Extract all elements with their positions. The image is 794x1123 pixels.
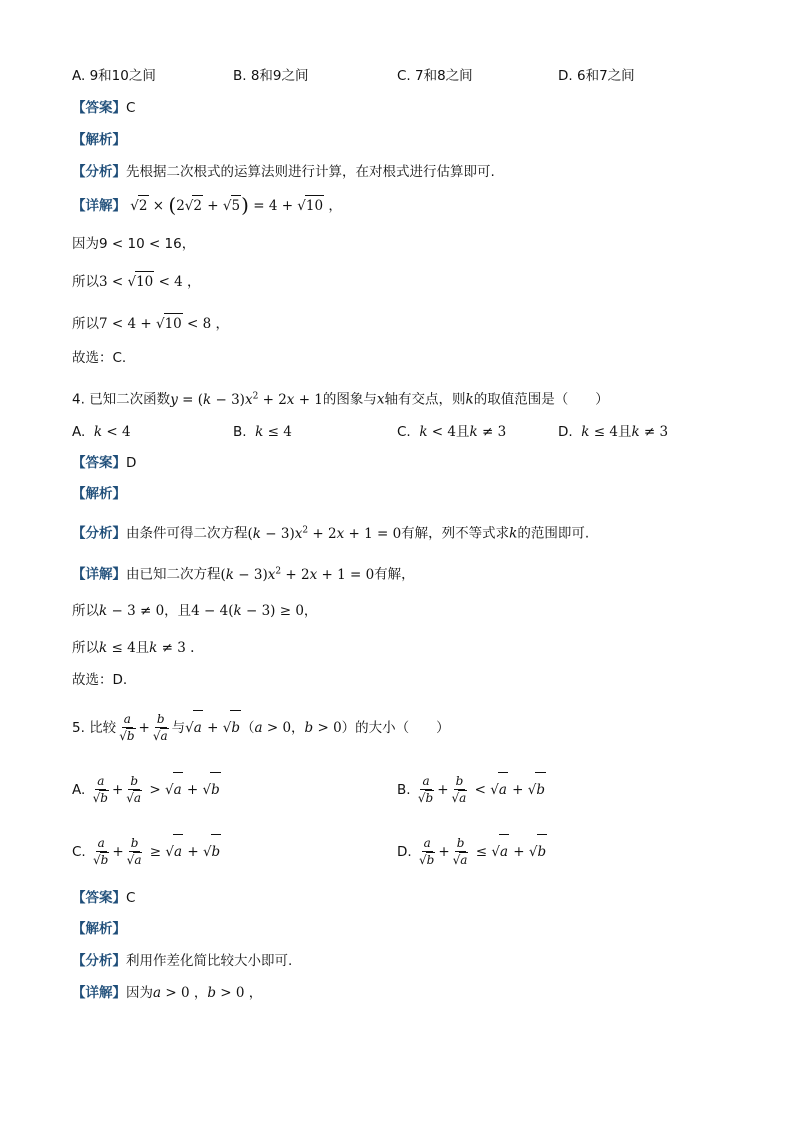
q5-detail-line: 【详解】因为a > 0 ，b > 0 ， xyxy=(72,985,263,1001)
analysis-tag: 【解析】 xyxy=(72,486,126,502)
fenxi-tag: 【分析】 xyxy=(72,164,126,180)
answer-tag: 【答案】 xyxy=(72,890,126,906)
q3-fenxi-line xyxy=(72,162,495,182)
q3-fenxi-text: 先根据二次根式的运算法则进行计算，在对根式进行估算即可. xyxy=(126,164,495,180)
q4-detail-line: 【详解】由已知二次方程$(k - 3)x^2 + 2x + 1 = 0$有解， xyxy=(72,566,415,583)
q3-step3: 所以7 < 4 + √10 < 8 ， xyxy=(72,313,229,334)
q4-option-d: D. k ≤ 4且k ≠ 3 xyxy=(558,424,669,440)
q4-answer: D xyxy=(126,455,137,471)
q4-stem: 4. 已知二次函数$y = (k - 3)x^2 + 2x + 1$的图象与x轴有交点，则k的取值范围是（ ） xyxy=(72,391,609,408)
q5-option-b: B. $\frac{a}{√b}$ + $\frac{b}{√a}$ < √a + √b xyxy=(397,774,546,805)
q4-step3: 所以k ≤ 4且k ≠ 3 . xyxy=(72,640,195,656)
q4-option-a: A. k < 4 xyxy=(72,424,131,440)
q5-number: 5. xyxy=(72,720,85,736)
q4-step2: 所以k − 3 ≠ 0，且4 − 4(k − 3) ≥ 0， xyxy=(72,603,318,619)
q5-option-c: C. $\frac{a}{√b}$ + $\frac{b}{√a}$ ≥ √a + √b xyxy=(72,836,221,867)
analysis-tag: 【解析】 xyxy=(72,921,126,937)
q4-conclusion: 故选：D. xyxy=(72,672,128,688)
q5-option-a: A. $\frac{a}{√b}$ + $\frac{b}{√a}$ > √a + √b xyxy=(72,774,220,805)
q3-analysis-line xyxy=(72,130,126,150)
q3-option-a: A. 9和10之间 xyxy=(72,68,156,84)
q4-option-c: C. k < 4且k ≠ 3 xyxy=(397,424,507,440)
answer-tag: 【答案】 xyxy=(72,100,126,116)
q5-stem: 5. 比较 $\frac{a}{√b}$ + $\frac{b}{√a}$ 与√a + √b（a > 0，b > 0）的大小（ ） xyxy=(72,712,450,743)
q4-option-b: B. k ≤ 4 xyxy=(233,424,292,440)
q3-detail-line xyxy=(72,195,342,216)
q3-conclusion: 故选：C. xyxy=(72,350,127,366)
q3-option-c: C. 7和8之间 xyxy=(397,68,473,84)
fenxi-tag: 【分析】 xyxy=(72,525,126,542)
q3-step1: 因为9 < 10 < 16， xyxy=(72,236,196,252)
q3-option-b: B. 8和9之间 xyxy=(233,68,309,84)
q3-answer-line xyxy=(72,98,135,118)
q3-answer: C xyxy=(126,100,136,116)
q3-step2: 所以3 < √10 < 4 ， xyxy=(72,271,201,292)
q5-answer-line xyxy=(72,888,135,908)
q5-answer: C xyxy=(126,890,136,906)
q5-analysis-line xyxy=(72,919,126,939)
analysis-tag: 【解析】 xyxy=(72,132,126,148)
q5-option-d: D. $\frac{a}{√b}$ + $\frac{b}{√a}$ ≤ √a + √b xyxy=(397,836,547,867)
detail-tag: 【详解】 xyxy=(72,985,126,1001)
fenxi-tag: 【分析】 xyxy=(72,953,126,969)
q4-number: 4. xyxy=(72,391,85,408)
q4-answer-line xyxy=(72,453,136,473)
q4-analysis-line xyxy=(72,484,126,504)
answer-tag: 【答案】 xyxy=(72,455,126,471)
q3-detail-formula: √2 × (2√2 + √5) = 4 + √10 ， xyxy=(130,193,342,217)
q5-fenxi-line: 【分析】利用作差化简比较大小即可. xyxy=(72,953,293,969)
q4-fenxi-line: 【分析】由条件可得二次方程$(k - 3)x^2 + 2x + 1 = 0$有解，列不等式求k的范围即可. xyxy=(72,525,590,542)
detail-tag: 【详解】 xyxy=(72,198,126,214)
q3-option-d: D. 6和7之间 xyxy=(558,68,635,84)
detail-tag: 【详解】 xyxy=(72,566,126,583)
